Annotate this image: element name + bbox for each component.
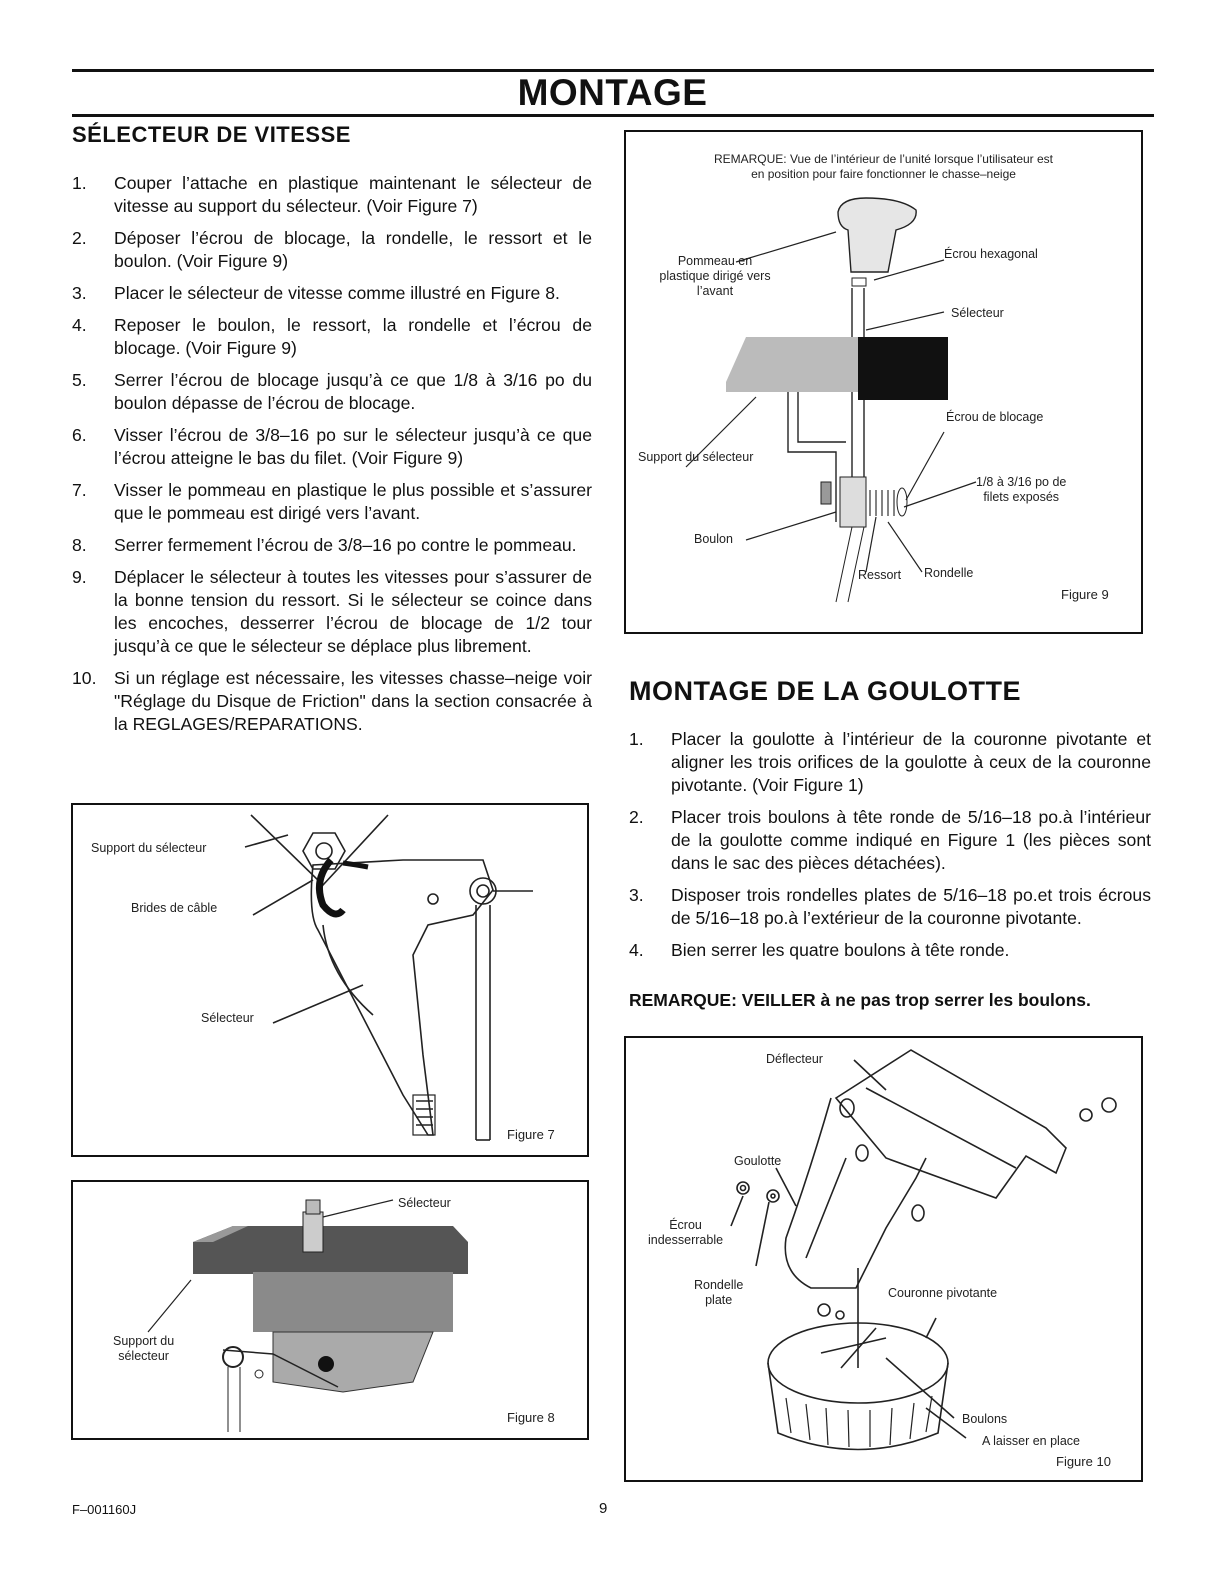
fig9-label-filets: 1/8 à 3/16 po de filets exposés [976,475,1067,504]
figure-7 [71,803,589,1157]
figure-9 [624,130,1143,634]
page-number: 9 [599,1500,608,1517]
figure-8-drawing [73,1182,587,1438]
figure-10-caption: Figure 10 [1056,1454,1111,1469]
fig8-label-support: Support du sélecteur [113,1334,175,1363]
fig9-label-ecrou-hex: Écrou hexagonal [944,247,1038,261]
document-code: F–001160J [72,1502,137,1517]
fig10-label-boulons: Boulons [962,1412,1008,1426]
fig7-label-selecteur: Sélecteur [201,1011,254,1025]
fig10-label-ecrou: Écrou indesserrable [648,1218,724,1247]
fig9-label-boulon: Boulon [694,532,733,546]
figure-7-caption: Figure 7 [507,1127,555,1142]
list-item: 8. Serrer fermement l’écrou de 3/8–16 po contre le pommeau. [72,535,577,555]
fig9-label-ressort: Ressort [858,568,902,582]
list-item: 2. Placer trois boulons à tête ronde de 5/16–18 po.à l’intérieur de la goulotte comme indiqué en Figure 1 (les pièces sont dans le sac des pièces détachées). [629,807,1151,873]
fig10-label-deflecteur: Déflecteur [766,1052,823,1066]
fig9-label-pommeau: Pommeau en plastique dirigé vers l’avant [659,254,771,298]
list-item: 10. Si un réglage est nécessaire, les vitesses chasse–neige voir "Réglage du Disque de Friction" dans la section consacrée à la REGLAGES/REPARATIONS. [72,668,592,734]
list-item: 4. Bien serrer les quatre boulons à tête ronde. [629,940,1010,960]
fig9-label-ecrou-blocage: Écrou de blocage [946,410,1044,424]
figure-9-caption: Figure 9 [1061,587,1109,602]
fig10-label-goulotte: Goulotte [734,1154,782,1168]
figure-10 [624,1036,1143,1482]
figure-10-drawing [626,1038,1141,1480]
list-item: 1. Couper l’attache en plastique maintenant le sélecteur de vitesse au support du sélecteur. (Voir Figure 7) [72,173,592,216]
list-item: 2. Déposer l’écrou de blocage, la rondelle, le ressort et le boulon. (Voir Figure 9) [72,228,592,271]
title-underline [72,114,1154,117]
figure-8-caption: Figure 8 [507,1410,555,1425]
list-item: 6. Visser l’écrou de 3/8–16 po sur le sélecteur jusqu’à ce que l’écrou atteigne le bas du filet. (Voir Figure 9) [72,425,592,468]
list-item: 9. Déplacer le sélecteur à toutes les vitesses pour s’assurer de la bonne tension du ressort. Si le sélecteur se coince dans les encoches, desserrer l’écrou de blocage de 1/2 tour jusqu’à ce que le sélecteur se déplace plus librement. [72,567,592,656]
fig9-label-rondelle: Rondelle [924,566,974,580]
fig10-label-couronne: Couronne pivotante [888,1286,998,1300]
list-item: 4. Reposer le boulon, le ressort, la rondelle et l’écrou de blocage. (Voir Figure 9) [72,315,592,358]
chute-note: REMARQUE: VEILLER à ne pas trop serrer les boulons. [629,990,1091,1010]
fig7-label-brides: Brides de câble [131,901,218,915]
fig9-label-selecteur: Sélecteur [951,306,1004,320]
page-title: MONTAGE [517,72,708,113]
figure-7-drawing [73,805,587,1155]
fig10-label-laisser: A laisser en place [982,1434,1080,1448]
list-item: 3. Disposer trois rondelles plates de 5/16–18 po.et trois écrous de 5/16–18 po.à l’extérieur de la couronne pivotante. [629,885,1151,928]
chute-heading: MONTAGE DE LA GOULOTTE [629,676,1021,706]
list-item: 3. Placer le sélecteur de vitesse comme illustré en Figure 8. [72,283,560,303]
list-item: 7. Visser le pommeau en plastique le plus possible et s’assurer que le pommeau est dirigé vers l’avant. [72,480,592,523]
fig9-label-support: Support du sélecteur [638,450,754,464]
fig9-remark: REMARQUE: Vue de l’intérieur de l’unité lorsque l’utilisateur est en position pour faire fonctionner le chasse–neige [713,152,1054,181]
selector-steps [72,172,592,745]
list-item: 1. Placer la goulotte à l’intérieur de la couronne pivotante et aligner les trois orifices de la goulotte à ceux de la couronne pivotante. (Voir Figure 1) [629,729,1151,795]
figure-8 [71,1180,589,1440]
chute-steps [629,728,1151,971]
fig7-label-support: Support du sélecteur [91,841,207,855]
fig10-label-rondelle: Rondelle plate [694,1278,744,1307]
figure-9-drawing [626,132,1141,632]
fig8-label-selecteur: Sélecteur [398,1196,451,1210]
selector-heading: SÉLECTEUR DE VITESSE [72,122,351,147]
list-item: 5. Serrer l’écrou de blocage jusqu’à ce que 1/8 à 3/16 po du boulon dépasse de l’écrou de blocage. [72,370,592,413]
